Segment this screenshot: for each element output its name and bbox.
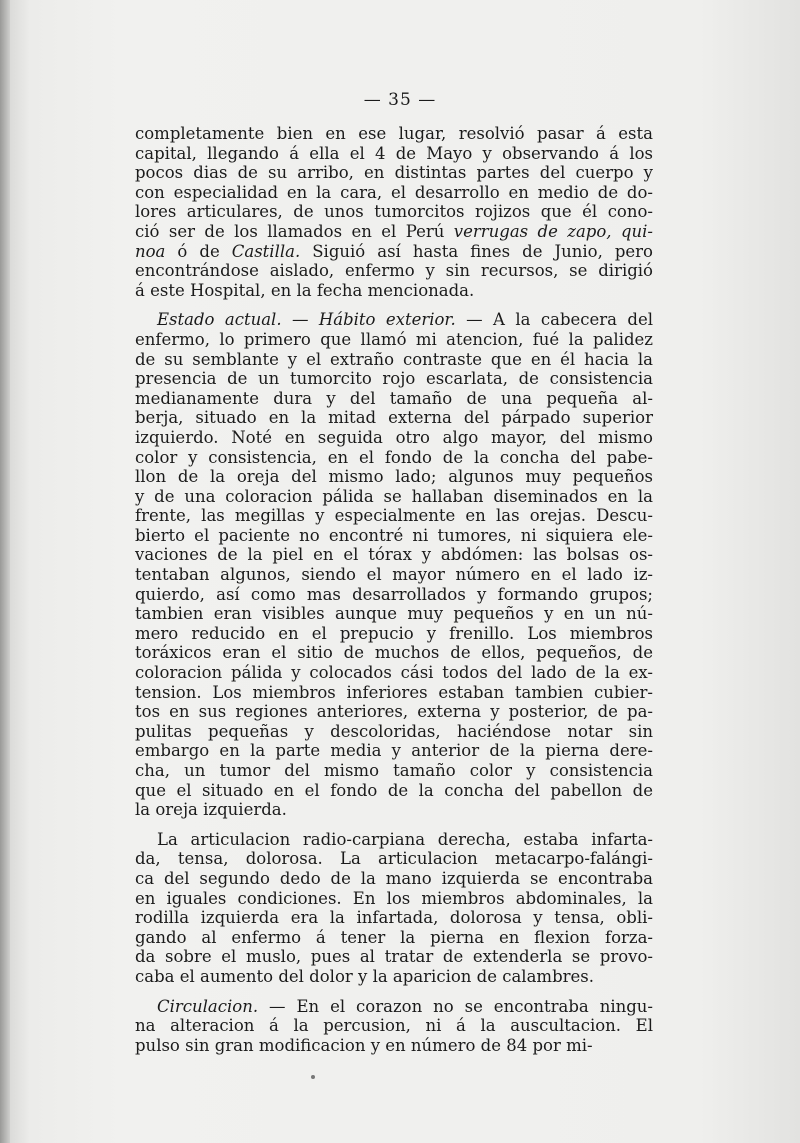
text-line [135,222,653,242]
text-segment: tension. Los miembros inferiores estaban tambien cubier- [135,682,653,702]
text-segment: llon de la oreja del mismo lado; algunos muy pequeños [135,467,653,487]
paragraph [135,830,653,987]
text-line [135,545,653,565]
text-line [135,702,653,722]
text-line [135,1036,653,1056]
text-line [135,663,653,683]
text-segment: á este Hospital, en la fecha mencionada. [135,280,475,300]
text-segment: tambien eran visibles aunque muy pequeños y en un nú- [135,604,653,624]
text-segment: ció ser de los llamados en el Perú [135,221,454,241]
text-segment: bierto el paciente no encontré ni tumores, ni siquiera ele- [135,525,653,545]
text-segment: La articulacion radio-carpiana derecha, estaba infarta- [157,829,653,849]
text-line [135,183,653,203]
text-segment: pocos dias de su arribo, en distintas partes del cuerpo y [135,163,653,183]
text-line [135,261,653,281]
text-line [135,869,653,889]
text-segment: — A la cabecera del [455,310,653,330]
text-line [135,242,653,262]
text-segment: cha, un tumor del mismo tamaño color y consistencia [135,761,653,780]
text-line [135,624,653,644]
text-line [135,330,653,350]
italic-segment: noa [135,241,166,261]
text-segment: vaciones de la piel en el tórax y abdómen: las bolsas os- [135,545,653,565]
text-segment: quierdo, así como mas desarrollados y formando grupos; [135,584,653,604]
text-segment: caba el aumento del dolor y la aparicion de calambres. [135,966,594,986]
text-segment: na alteracion á la percusion, ni á la auscultacion. El [135,1016,653,1036]
italic-segment: verrugas de zapo, qui- [453,221,653,241]
text-line [135,947,653,967]
text-line [135,467,653,487]
italic-segment: Circulacion. [157,996,259,1016]
page-binding-edge [0,0,10,1143]
text-segment: lores articulares, de unos tumorcitos rojizos que él cono- [135,202,653,222]
text-line [135,683,653,703]
paragraph [135,310,653,819]
text-line [135,761,653,781]
text-line [135,1016,653,1036]
text-line [135,350,653,370]
paragraph [135,997,653,1056]
paper-speck [311,1075,315,1079]
text-line [135,163,653,183]
text-segment: da sobre el muslo, pues al tratar de extenderla se provo- [135,947,653,967]
text-segment: tentaban algunos, siendo el mayor número en el lado iz- [135,565,653,585]
text-segment: que el situado en el fondo de la concha del pabellon de [135,780,653,800]
body-text [135,124,653,1055]
page-number: — 35 — [363,90,437,110]
text-segment: toráxicos eran el sitio de muchos de ellos, pequeños, de [135,643,653,663]
text-segment: gando al enfermo á tener la pierna en flexion forza- [135,927,653,947]
text-line [135,781,653,801]
text-segment: capital, llegando á ella el 4 de Mayo y observando á los [135,143,653,163]
text-segment: da, tensa, dolorosa. La articulacion metacarpo-falángi- [135,849,653,869]
italic-segment: Castilla. [231,241,301,261]
text-segment: color y consistencia, en el fondo de la concha del pabe- [135,447,653,467]
text-segment: berja, situado en la mitad externa del párpado superior [135,408,653,428]
text-segment: ca del segundo dedo de la mano izquierda se encontraba [135,868,653,888]
text-line [135,889,653,909]
text-line [135,428,653,448]
text-line [135,281,653,301]
text-segment: pulitas pequeñas y descoloridas, haciéndose notar sin [135,721,653,741]
text-line [135,408,653,428]
text-line [135,448,653,468]
text-segment: presencia de un tumorcito rojo escarlata, de consistencia [135,369,653,389]
text-line [135,310,653,330]
text-line [135,585,653,605]
text-line [135,997,653,1017]
text-line [135,722,653,742]
text-segment: enfermo, lo primero que llamó mi atencion, fué la palidez [135,329,653,349]
text-line [135,389,653,409]
text-line [135,908,653,928]
text-line [135,526,653,546]
text-line [135,202,653,222]
text-line [135,604,653,624]
text-line [135,849,653,869]
text-segment: y de una coloracion pálida se hallaban diseminados en la [135,486,653,506]
text-segment: Siguió así hasta fines de Junio, pero [300,241,653,261]
text-line [135,144,653,164]
text-line [135,928,653,948]
text-line [135,830,653,850]
text-segment: rodilla izquierda era la infartada, dolorosa y tensa, obli- [135,908,653,928]
text-segment: coloracion pálida y colocados cási todos del lado de la ex- [135,663,653,683]
text-line [135,800,653,820]
text-segment: completamente bien en ese lugar, resolvió pasar á esta [135,124,653,143]
text-segment: tos en sus regiones anteriores, externa y posterior, de pa- [135,702,653,722]
text-segment: frente, las megillas y especialmente en las orejas. Descu- [135,506,653,526]
text-line [135,741,653,761]
text-line [135,967,653,987]
text-segment: la oreja izquierda. [135,800,287,820]
text-segment: — En el corazon no se encontraba ningu- [258,996,653,1016]
text-segment: encontrándose aislado, enfermo y sin recursos, se dirigió [135,261,653,281]
text-line [135,643,653,663]
text-segment: pulso sin gran modificacion y en número de 84 por mi- [135,1035,593,1055]
text-line [135,124,653,144]
italic-segment: Estado actual. — Hábito exterior. [157,310,456,330]
paragraph [135,124,653,300]
text-segment: en iguales condiciones. En los miembros abdominales, la [135,888,653,908]
text-segment: embargo en la parte media y anterior de la pierna dere- [135,741,653,761]
text-segment: mero reducido en el prepucio y frenillo. Los miembros [135,623,653,643]
text-segment: medianamente dura y del tamaño de una pequeña al- [135,388,653,408]
text-line [135,487,653,507]
text-segment: de su semblante y el extraño contraste que en él hacia la [135,349,653,369]
text-segment: ó de [165,241,232,261]
text-segment: con especialidad en la cara, el desarrollo en medio de do- [135,182,653,202]
text-line [135,565,653,585]
text-line [135,506,653,526]
text-segment: izquierdo. Noté en seguida otro algo mayor, del mismo [135,427,653,447]
text-line [135,369,653,389]
